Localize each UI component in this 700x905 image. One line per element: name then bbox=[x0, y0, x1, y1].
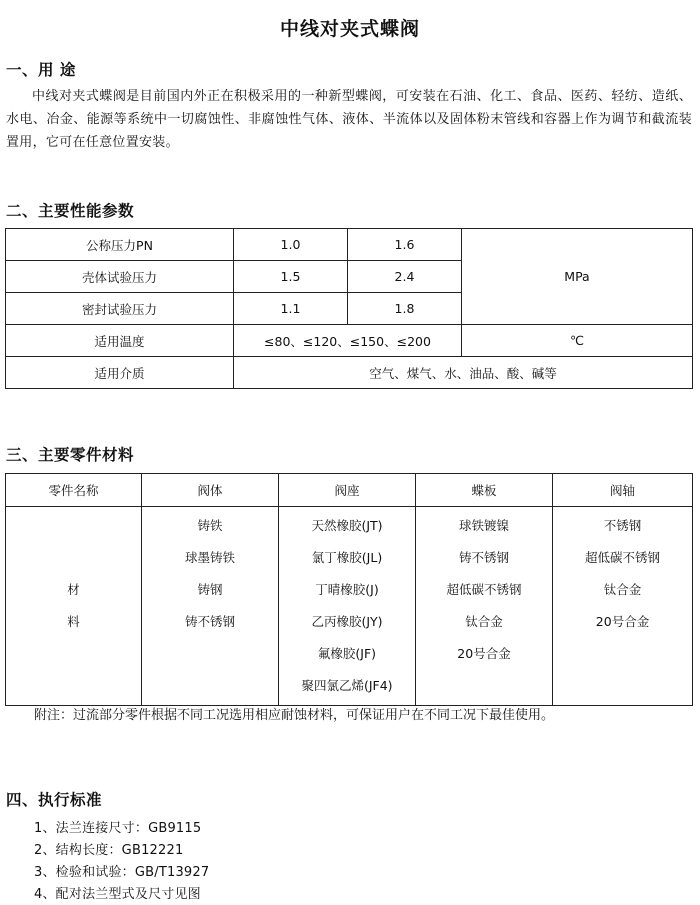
body-material-cell bbox=[142, 507, 279, 706]
list-item: 丁晴橡胶(J) bbox=[315, 582, 379, 597]
list-item: 聚四氯乙烯(JF4) bbox=[301, 678, 393, 693]
shaft-material-cell bbox=[553, 507, 693, 706]
param-value: 1.5 bbox=[234, 261, 348, 293]
materials-note: 附注：过流部分零件根据不同工况选用相应耐蚀材料，可保证用户在不同工况下最佳使用。 bbox=[34, 708, 555, 723]
material-label-char: 料 bbox=[67, 614, 80, 629]
list-item: 氟橡胶(JF) bbox=[317, 646, 377, 661]
disc-material-cell bbox=[416, 507, 553, 706]
table-row bbox=[6, 507, 693, 706]
table-row bbox=[6, 229, 693, 261]
param-value: 2.4 bbox=[348, 261, 462, 293]
param-label: 密封试验压力 bbox=[6, 293, 234, 325]
param-label: 公称压力PN bbox=[6, 229, 234, 261]
standard-item: 2、结构长度：GB12221 bbox=[34, 843, 184, 858]
section2-heading: 二、主要性能参数 bbox=[6, 202, 135, 220]
list-item: 超低碳不锈钢 bbox=[446, 582, 522, 597]
standard-item: 1、法兰连接尺寸：GB9115 bbox=[34, 821, 202, 836]
param-value: 1.6 bbox=[348, 229, 462, 261]
list-item: 铸不锈钢 bbox=[458, 550, 509, 565]
table-row bbox=[6, 325, 693, 357]
medium-value: 空气、煤气、水、油品、酸、碱等 bbox=[234, 357, 693, 389]
param-value: 1.0 bbox=[234, 229, 348, 261]
list-item: 20号合金 bbox=[595, 614, 650, 629]
list-item: 不锈钢 bbox=[603, 518, 642, 533]
section1-heading: 一、用 途 bbox=[6, 61, 76, 79]
list-item: 球墨铸铁 bbox=[184, 550, 235, 565]
list-item: 天然橡胶(JT) bbox=[311, 518, 383, 533]
material-label-cell bbox=[6, 507, 142, 706]
list-item: 球铁镀镍 bbox=[458, 518, 509, 533]
list-item: 钛合金 bbox=[603, 582, 642, 597]
materials-table bbox=[5, 473, 693, 706]
list-item: 乙丙橡胶(JY) bbox=[311, 614, 383, 629]
param-label: 适用温度 bbox=[6, 325, 234, 357]
section3-heading: 三、主要零件材料 bbox=[6, 446, 135, 464]
list-item: 20号合金 bbox=[457, 646, 511, 661]
table-header-row bbox=[6, 474, 693, 507]
standard-item: 3、检验和试验：GB/T13927 bbox=[34, 865, 210, 880]
material-label-char: 材 bbox=[67, 582, 80, 597]
list-item: 铸钢 bbox=[197, 582, 223, 597]
page-title: 中线对夹式蝶阀 bbox=[279, 18, 420, 40]
section1-paragraph: 中线对夹式蝶阀是目前国内外正在积极采用的一种新型蝶阀，可安装在石油、化工、食品、医药、轻纺、造纸、水电、冶金、能源等系统中一切腐蚀性、非腐蚀性气体、液体、半流体以及固体粉末管线和容器上作为调节和截流装置用，它可在任意位置安装。 bbox=[6, 89, 692, 150]
param-label: 适用介质 bbox=[6, 357, 234, 389]
temperature-value: ≤80、≤120、≤150、≤200 bbox=[234, 325, 462, 357]
section4-heading: 四、执行标准 bbox=[6, 791, 103, 809]
standard-item: 4、配对法兰型式及尺寸见图 bbox=[34, 887, 201, 902]
temperature-unit: ℃ bbox=[462, 325, 693, 357]
seat-material-cell bbox=[279, 507, 416, 706]
list-item: 钛合金 bbox=[465, 614, 503, 629]
list-item: 氯丁橡胶(JL) bbox=[311, 550, 383, 565]
performance-table bbox=[5, 228, 693, 389]
column-header: 零件名称 bbox=[6, 474, 142, 507]
param-value: 1.1 bbox=[234, 293, 348, 325]
param-label: 壳体试验压力 bbox=[6, 261, 234, 293]
column-header: 阀座 bbox=[279, 474, 416, 507]
list-item: 铸铁 bbox=[197, 518, 223, 533]
param-value: 1.8 bbox=[348, 293, 462, 325]
pressure-unit: MPa bbox=[462, 229, 693, 325]
column-header: 阀轴 bbox=[553, 474, 693, 507]
column-header: 蝶板 bbox=[416, 474, 553, 507]
column-header: 阀体 bbox=[142, 474, 279, 507]
list-item: 超低碳不锈钢 bbox=[584, 550, 660, 565]
table-row bbox=[6, 357, 693, 389]
list-item: 铸不锈钢 bbox=[184, 614, 235, 629]
